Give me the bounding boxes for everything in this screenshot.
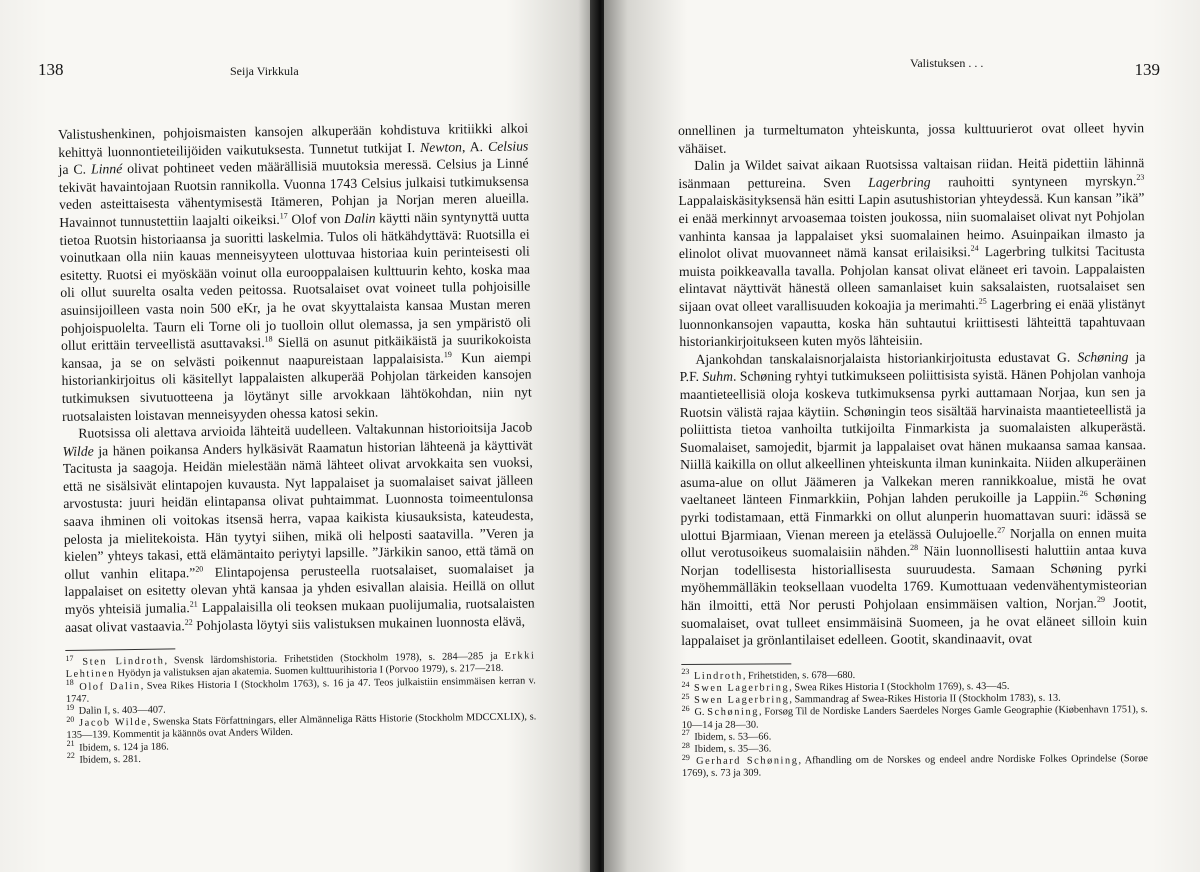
text-run: Ibidem, s. 124 ja 186. <box>76 741 169 754</box>
footnote-ref: 20 <box>195 564 204 574</box>
footnote-ref: 22 <box>184 617 193 627</box>
text-run: , Svea Rikes Historia I (Stockholm 1763), s. 16 ja 47. Teos julkaistiin ensimmäisen kerran v. 1747. <box>65 675 536 705</box>
text-run: Siellä on asunut pitkäikäistä ja suurikokoista kansaa, ja se on selvästi poikennut naapureistaan lappalaisista. <box>61 331 532 371</box>
text-run: ja P.F. <box>679 348 1146 385</box>
italic-name: Newton <box>420 138 463 155</box>
text-run: olivat pohtineet veden määrällisiä muutoksia meressä. Celsius ja Linné tekivät havaintojaan Ruotsin rannikolla. Vuonna 1743 Celsius julkaisi tutkimuksensa veden asteittaisesta vähentymisestä Itämeren, Pohjan ja Norjan meren alueilla. Havainnot tunnustettiin laajalti oikeiksi. <box>58 155 530 230</box>
text-run: Ruotsissa oli alettava arvioida lähteitä uudelleen. Valtakunnan historioitsija Jacob <box>78 419 533 441</box>
footnote-number: 19 <box>66 702 75 712</box>
author-name: Lindroth <box>693 670 743 682</box>
right-footnotes <box>681 668 1148 781</box>
right-running-head: Valistuksen . . . <box>910 56 984 70</box>
text-run: Näin luonnollisesti haluttiin antaa kuva Norjan todellisesta historiallisesta suuruudesta. Samaan Schøning pyrki myöhemmälläkin teoksellaan vuodelta 1769. Kumottuaan vedenvähentymisteorian hän ilmoitti, että Nor perusti Pohjolaan ensimmäisen valtion, Norjan. <box>680 542 1147 614</box>
author-name: Sten Lindroth <box>82 655 165 668</box>
author-name: Swen Lagerbring <box>694 694 790 707</box>
footnote-26 <box>682 705 1148 732</box>
text-run: , A. <box>461 138 489 154</box>
footnote-ref: 27 <box>997 525 1006 535</box>
footnote-ref: 26 <box>1079 489 1088 499</box>
text-run: , Swea Rikes Historia I (Stockholm 1769), s. 43—45. <box>789 681 1010 694</box>
left-footnotes <box>65 651 536 767</box>
left-page-number: 138 <box>38 60 64 79</box>
italic-name: Schøning <box>1077 348 1129 365</box>
footnote-ref: 21 <box>189 599 198 609</box>
text-run: ja C. <box>58 161 92 178</box>
italic-name: Dalin <box>344 210 376 226</box>
left-paragraph-1 <box>58 119 532 425</box>
footnote-number: 23 <box>681 667 690 677</box>
right-body-text <box>678 119 1148 780</box>
author-name: Erkki Lehtinen <box>65 650 536 681</box>
text-run: Ajankohdan tanskalaisnorjalaista historiankirjoitusta edustavat G. <box>695 349 1078 367</box>
footnote-ref: 25 <box>978 296 987 306</box>
left-running-head: Seija Virkkula <box>230 64 299 78</box>
author-name: Swen Lagerbring <box>694 682 790 694</box>
text-run: . Schøning ryhtyi tutkimukseen poliittisista syistä. Hänen Pohjolan vanhoja maantieteellisiä oloja koskeva tutkimuksensa pyrki auttamaan Norjaa, kun sen ja Ruotsin välistä rajaa käytiin. Schøningin teos sisältää harvinaista maantieteellistä ja poliittista tietoa vanhoilta tutkijoilta Finmarkista ja suomalaisten alkuperästä. Suomalaiset, samojedit, bjarmit ja lappalaiset ovat hänen mukaansa samaa kansaa. Niillä kaikilla on ollut alkeellinen yhteiskunta ilman kuninkaita. Niiden alkuperäinen asuma-alue on ollut Jäämeren ja Valkekan meren rannikkoalue, mistä he ovat vaeltaneet länteen Finmarkkiin, Pohjan lahden perukoille ja Lappiin. <box>679 366 1147 508</box>
footnote-number: 28 <box>681 740 690 750</box>
text-run: Lagerbring ei enää ylistänyt luonnonkansojen vapautta, koska hän suhtautui kriittisesti lähteittä tapahtuvaan historiankirjoitukseen kuten myös lähteisiin. <box>679 296 1146 350</box>
text-run: Lagerbring tulkitsi Tacitusta muista poikkeavalla tavalla. Pohjolan kansat olivat eläneet eri tavoin. Lappalaisten elintavat näyttivät hänestä olleen samanlaiset kuin saksalaisten, ruotsalaiset sen sijaan ovat olleet varallisuuden kokoajia ja merimahti. <box>678 243 1146 314</box>
italic-name: Celsius <box>487 138 529 154</box>
right-paragraph-2 <box>678 154 1145 350</box>
left-page-header <box>38 60 556 86</box>
footnote-ref: 19 <box>443 349 452 359</box>
footnote-number: 22 <box>66 751 75 761</box>
text-run: Kun aiempi historiankirjoitus oli käsitellyt lappalaisten alkuperää Pohjolan tärkeiden kansojen tutkimuksen sivutuotteena ja löytänyt sille arvokkaan lähtökohdan, niin nyt ruotsalaisten loistavan menneisyyden ohessa katosi sekin. <box>61 349 532 424</box>
footnote-29 <box>682 753 1148 780</box>
italic-name: Suhm <box>702 368 733 385</box>
text-run: Jootit, suomalaiset, ovat tulleet ensimmäisinä Suomeen, ja he ovat eläneet silloin kuin lappalaiset ja grönlantilaiset edelleen. Gootit, skandinaavit, ovat <box>681 595 1148 649</box>
text-run: Olof von <box>287 210 345 227</box>
text-run: , Sammandrag af Swea-Rikes Historia II (Stockholm 1783), s. 13. <box>789 692 1061 706</box>
right-paragraph-1 <box>678 119 1144 157</box>
text-run: , Svensk lärdomshistoria. Frihetstiden (Stockholm 1978), s. 284—285 ja <box>164 651 505 667</box>
text-run: Norjalla on ennen muita ollut verotusoikeus suomalaisiin nähden. <box>680 524 1147 561</box>
text-run: Dalin I, s. 403—407. <box>76 704 166 717</box>
italic-name: Lagerbring <box>868 174 931 190</box>
left-paragraph-2 <box>62 419 535 637</box>
left-body-text <box>58 119 537 767</box>
italic-name: Linné <box>90 161 123 177</box>
footnote-ref: 17 <box>279 211 288 221</box>
text-run: rauhoitti syntyneen myrskyn. <box>930 172 1137 190</box>
text-run: Hyödyn ja valistuksen ajan akatemia. Suomen kulttuurihistoria I (Porvoo 1979), s. 217—218. <box>114 663 504 680</box>
text-run: Valistushenkinen, pohjoismaisten kansojen alkuperään kohdistuva kritiikki alkoi kehittyä luonnontieteilijöiden vaikutuksesta. Tunnetut tutkijat I. <box>58 120 529 160</box>
author-name: Gerhard Schøning <box>696 755 799 768</box>
right-page-number: 139 <box>1134 60 1160 79</box>
text-run: onnellinen ja turmeltumaton yhteiskunta, jossa kulttuurierot ovat olleet hyvin vähäiset. <box>678 120 1145 156</box>
footnote-number: 21 <box>66 739 75 749</box>
right-page-header <box>678 56 1180 80</box>
text-run: Ibidem, s. 281. <box>76 753 142 766</box>
text-run: käytti näin syntynyttä uutta tietoa Ruotsin historiaansa ja suoritti laskelmia. Tulos oli hätkähdyttävä: Ruotsilla ei voinutkaan olla niin kauas menneisyyteen ulottuvaa historiaa kuin perinteisesti oli esitetty. Ruotsi ei myöskään voinut olla eurooppalaisen kulttuurin kehto, koska maa oli ollut suurelta osalta veden peitossa. Ruotsalaiset ovat voineet tulla pohjoisille asuinsijoilleen vasta noin 500 eKr, ja he ovat skyyttalaista kansaa Mustan meren pohjoispuolelta. Taurn eli Torne oli jo tuolloin ollut olemassa, ja sen ympäristö oli ollut erittäin terveellistä asuttavaksi. <box>59 208 531 354</box>
left-page <box>0 0 596 872</box>
italic-name: Wilde <box>62 443 94 459</box>
text-run: Pohjolasta löytyi siis valistuksen mukainen luonnosta elävä, <box>192 613 526 633</box>
text-run: Ibidem, s. 35—36. <box>691 743 772 755</box>
text-run: Schøning pyrki todistamaan, että Finmarkki on ollut alunperin huomattavan suuri: idässä se ulottui Bjarmiaan, Vienan mereen ja etelässä Oulujoelle. <box>680 489 1147 543</box>
footnote-ref: 23 <box>1136 172 1145 182</box>
footnote-number: 29 <box>681 752 690 762</box>
author-name: Schøning <box>707 706 760 719</box>
text-run: , Swenska Stats Författningars, eller Almänneliga Rätts Historie (Stockholm MDCCXLIX), s. 135—139. Kommentit ja käännös ovat Anders Wilden. <box>66 711 537 742</box>
footnote-ref: 18 <box>264 334 273 344</box>
footnote-number: 24 <box>681 679 690 689</box>
text-run: Ibidem, s. 53—66. <box>691 731 772 743</box>
text-run: ja hänen poikansa Anders hylkäsivät Raamatun historian lähteenä ja käyttivät Tacitusta ja saagoja. Heidän mielestään nämä lähteet olivat arvokkaita sen vuoksi, että ne sisälsivät elintapojen kuvausta. Nyt lappalaiset ja suomalaiset saivat jälleen arvostusta: juuri heidän elintapansa olivat puhtaimmat. Luonnosta toimeentulonsa saava ihminen oli voitokas itsensä herra, vapaa kaikista kiusauksista, kateudesta, pelosta ja mielitekoista. Hän tyytyi siihen, mikä oli helposti saatavilla. ”Veren ja kielen” yhteys takasi, että elämäntaito periytyi lapsille. ”Järkikin sanoo, että tämä on ollut vanhin elitapa.” <box>62 437 535 582</box>
footnote-number: 27 <box>681 728 690 738</box>
right-page <box>604 0 1200 872</box>
footnote-number: 25 <box>681 691 690 701</box>
footnote-number: 20 <box>66 714 75 724</box>
footnote-ref: 29 <box>1096 594 1105 604</box>
footnote-ref: 24 <box>970 243 979 253</box>
text-run: G. <box>691 707 708 719</box>
text-run: , Frihetstiden, s. 678—680. <box>742 669 856 682</box>
text-run: Dalin ja Wildet saivat aikaan Ruotsissa valtaisan riidan. Heitä pidettiin lähinnä isänmaan pettureina. Sven <box>678 155 1145 191</box>
footnote-number: 17 <box>65 653 74 663</box>
author-name: Olof Dalin <box>79 680 141 693</box>
right-paragraph-3 <box>679 348 1147 650</box>
footnote-number: 26 <box>681 703 690 713</box>
text-run: Lappalaiskäsityksensä hän esitti Lapin asutushistorian yhteydessä. Kun kansan ”ikä” ei enää merkinnyt arvoasemaa toisten joukossa, niin suomalaiset olivat nyt Pohjolan vanhinta kansaa ja lappalaiset yksi suomalainen heimo. Asuinpaikan ilmasto ja elinolot olivat muovanneet nämä kansat erilaisiksi. <box>678 190 1145 262</box>
right-footnote-rule <box>681 663 791 665</box>
author-name: Jacob Wilde <box>79 717 148 729</box>
text-run: Lappalaisilla oli teoksen mukaan puolijumalia, ruotsalaisten aasat olivat vastaavia. <box>64 595 535 635</box>
text-run: , Afhandling om de Norskes og endeel andre Nordiske Folkes Oprindelse (Sorøe 1769), s. 73 ja 309. <box>681 753 1148 780</box>
text-run: Elintapojensa perusteella ruotsalaiset, suomalaiset ja lappalaiset on esitetty olevan yhtä kansaa ja yhden esivallan alaisia. Heillä on ollut myös yhteisiä jumalia. <box>64 560 535 617</box>
footnote-ref: 28 <box>910 543 919 553</box>
text-run: , Forsøg Til de Nordiske Landers Saerdeles Norges Gamle Geographie (Kiøbenhavn 1751), s. 10—14 ja 28—30. <box>681 704 1148 731</box>
left-footnote-rule <box>65 649 175 652</box>
footnote-number: 18 <box>65 678 74 688</box>
